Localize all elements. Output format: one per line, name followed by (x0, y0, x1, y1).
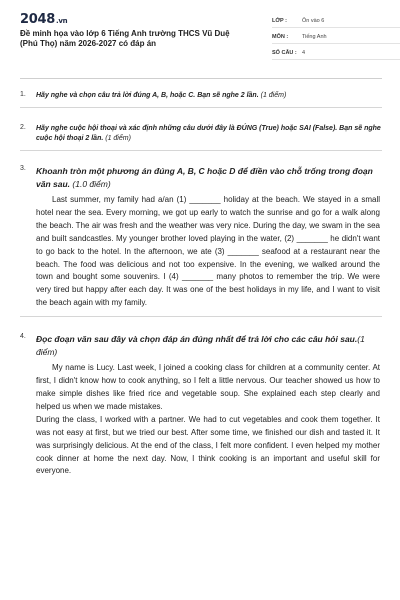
question-instruction (36, 91, 382, 101)
question-points: (1 điểm) (105, 135, 131, 142)
passage-paragraph-1: My name is Lucy. Last week, I joined a cooking class for children at a community center. At first, I didn't know how to cook anything, so I felt a little nervous. Our teacher showed us how to make simple dishes like fried rice and vegetable soup. She explained each step clearly and helped us when we made mistakes. (36, 363, 380, 411)
passage-paragraph-2: During the class, I worked with a partner. We had to cut vegetables and cook them together. It was not easy at first, but we tried our best. After some time, we finished our dish and tasted it. It was surprisingly delicious. At the end of the class, I felt more confident. I even helped my mother cook dinner at home the next day. Now, I think cooking is an important and useful skill for everyone. (36, 414, 380, 476)
question-divider (20, 150, 382, 151)
meta-question-count (272, 46, 400, 60)
header-divider (20, 78, 382, 79)
question-points: (1.0 điểm) (72, 179, 111, 189)
instruction-text: Hãy nghe cuộc hội thoại và xác định những câu dưới đây là ĐÚNG (True) hoặc SAI (False). Bạn sẽ nghe cuộc hội thoại 2 lần. (36, 125, 381, 142)
meta-value: Tiếng Anh (302, 33, 327, 40)
question-points: (1 điểm) (260, 92, 287, 99)
passage-text: Last summer, my family had a/an (1) _______ holiday at the beach. We stayed in a small hotel near the sea. Every morning, we got up early to watch the sunrise and go for a walk along the beach. The air was fresh and the weather was very nice. During the day, we swam in the sea and built sandcastles. My younger brother loved playing in the water, (2) _______ he didn't want to go back to the hotel. In the afternoon, we ate (3) _______ seafood at a restaurant near the beach. The food was delicious and not too expensive. In the evening, we walked around the town and bought some souvenirs. I (4) _______ many photos to remember the trip. We were very tired but happy after each day. It was one of the best holidays in my life, and I want to visit the beach again with my family. (36, 195, 380, 308)
question-divider (20, 107, 382, 108)
question-number: 2. (20, 124, 26, 131)
question-instruction (36, 333, 382, 359)
question-number: 4. (20, 333, 26, 341)
meta-subject (272, 30, 400, 44)
question-points: (1 điểm) (36, 334, 365, 358)
instruction-text: Khoanh tròn một phương án đúng A, B, C hoặc D để điền vào chỗ trống trong đoạn văn sau. (36, 166, 373, 189)
reading-passage (36, 194, 382, 310)
instruction-text: Hãy nghe và chọn câu trả lời đúng A, B, hoặc C. Bạn sẽ nghe 2 lần. (36, 92, 259, 99)
question-instruction (36, 165, 382, 191)
question-divider (20, 316, 382, 317)
meta-label: SỐ CÂU : (272, 49, 297, 56)
instruction-text: Đọc đoạn văn sau đây và chọn đáp án đúng nhất để trả lời cho các câu hỏi sau. (36, 334, 358, 345)
meta-value: 4 (302, 49, 306, 56)
question-4 (20, 333, 382, 478)
meta-value: Ôn vào 6 (302, 17, 325, 24)
meta-label: MÔN : (272, 33, 289, 40)
exam-meta (272, 14, 400, 62)
question-number: 3. (20, 165, 26, 172)
logo-suffix: .vn (55, 17, 68, 25)
logo-text: 2048 (20, 12, 55, 27)
page-header (20, 12, 382, 68)
question-1 (20, 91, 382, 101)
question-2 (20, 124, 382, 144)
question-number: 1. (20, 91, 26, 98)
meta-label: LỚP : (272, 17, 287, 24)
document-title: Đề minh họa vào lớp 6 Tiếng Anh trường THCS Vũ Duệ (Phú Thọ) năm 2026-2027 có đáp án (20, 29, 230, 48)
question-3 (20, 165, 382, 310)
question-instruction (36, 124, 382, 144)
reading-passage (36, 362, 382, 478)
meta-grade (272, 14, 400, 28)
